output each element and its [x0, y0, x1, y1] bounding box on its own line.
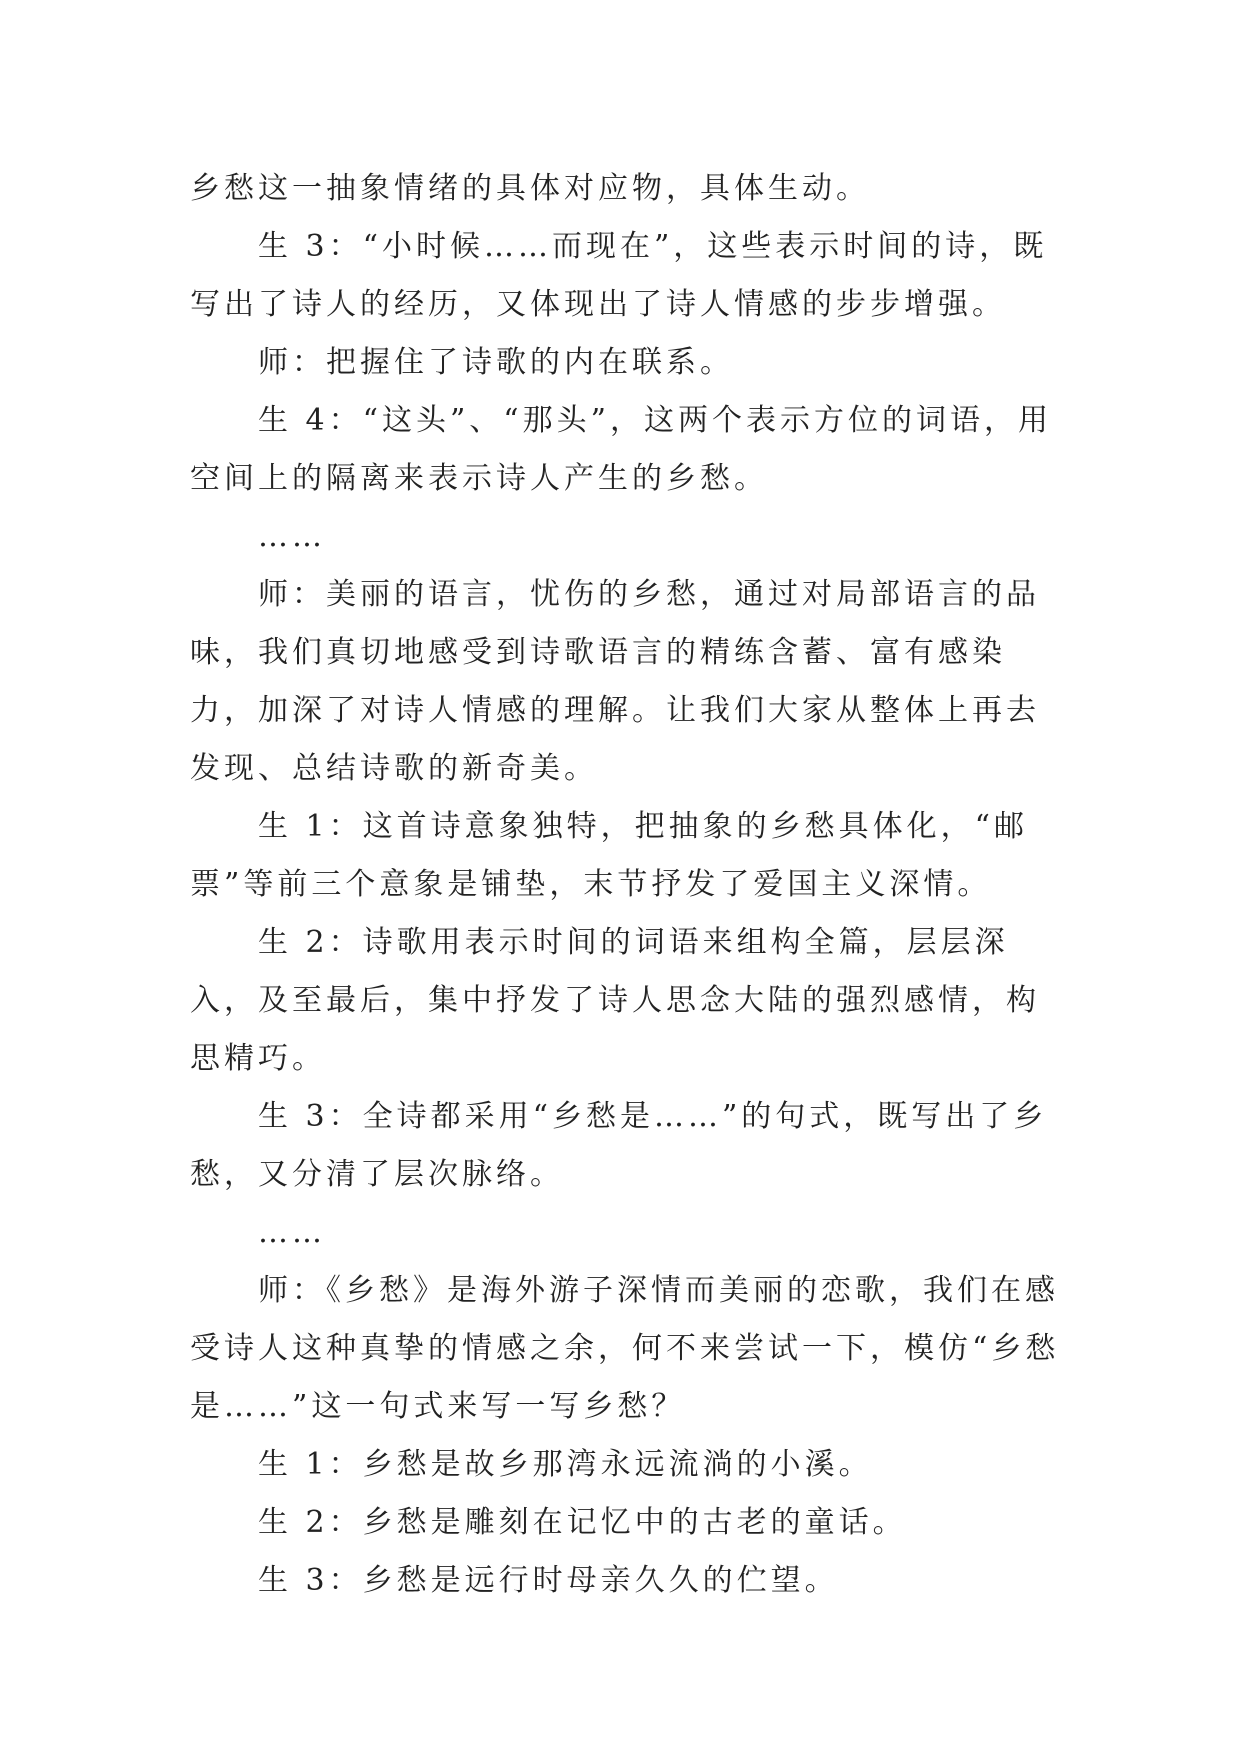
paragraph-student-3-answer: 生 3：乡愁是远行时母亲久久的伫望。: [258, 1563, 839, 1598]
paragraph-student-4: 生 4：“这头”、“那头”，这两个表示方位的词语，用空间上的隔离来表示诗人产生的乡愁。: [190, 403, 1052, 496]
paragraph-student-1-answer: 生 1：乡愁是故乡那湾永远流淌的小溪。: [258, 1447, 873, 1482]
paragraph-continuation: 乡愁这一抽象情绪的具体对应物，具体生动。: [190, 171, 870, 206]
paragraph-teacher-prompt: 师：《乡愁》是海外游子深情而美丽的恋歌，我们在感受诗人这种真挚的情感之余，何不来尝试一下，模仿“乡愁是……”这一句式来写一写乡愁？: [190, 1273, 1060, 1424]
paragraph-teacher-summary: 师：美丽的语言，忧伤的乡愁，通过对局部语言的品味，我们真切地感受到诗歌语言的精练含蓄、富有感染力，加深了对诗人情感的理解。让我们大家从整体上再去发现、总结诗歌的新奇美。: [190, 577, 1040, 786]
paragraph-student-2: 生 2：诗歌用表示时间的词语来组构全篇，层层深入，及至最后，集中抒发了诗人思念大陆的强烈感情，构思精巧。: [190, 925, 1040, 1076]
paragraph-ellipsis-2: ……: [258, 1215, 326, 1250]
paragraph-student-3-structure: 生 3：全诗都采用“乡愁是……”的句式，既写出了乡愁，又分清了层次脉络。: [190, 1099, 1048, 1192]
paragraph-ellipsis: ……: [258, 519, 326, 554]
paragraph-student-3: 生 3：“小时候……而现在”，这些表示时间的诗，既写出了诗人的经历，又体现出了诗人情感的步步增强。: [190, 229, 1048, 322]
paragraph-student-2-answer: 生 2：乡愁是雕刻在记忆中的古老的童话。: [258, 1505, 907, 1540]
document-body: [190, 160, 1060, 1610]
paragraph-teacher-comment: 师：把握住了诗歌的内在联系。: [258, 345, 734, 380]
paragraph-student-1: 生 1：这首诗意象独特，把抽象的乡愁具体化，“邮票”等前三个意象是铺垫，末节抒发了爱国主义深情。: [190, 809, 1028, 902]
